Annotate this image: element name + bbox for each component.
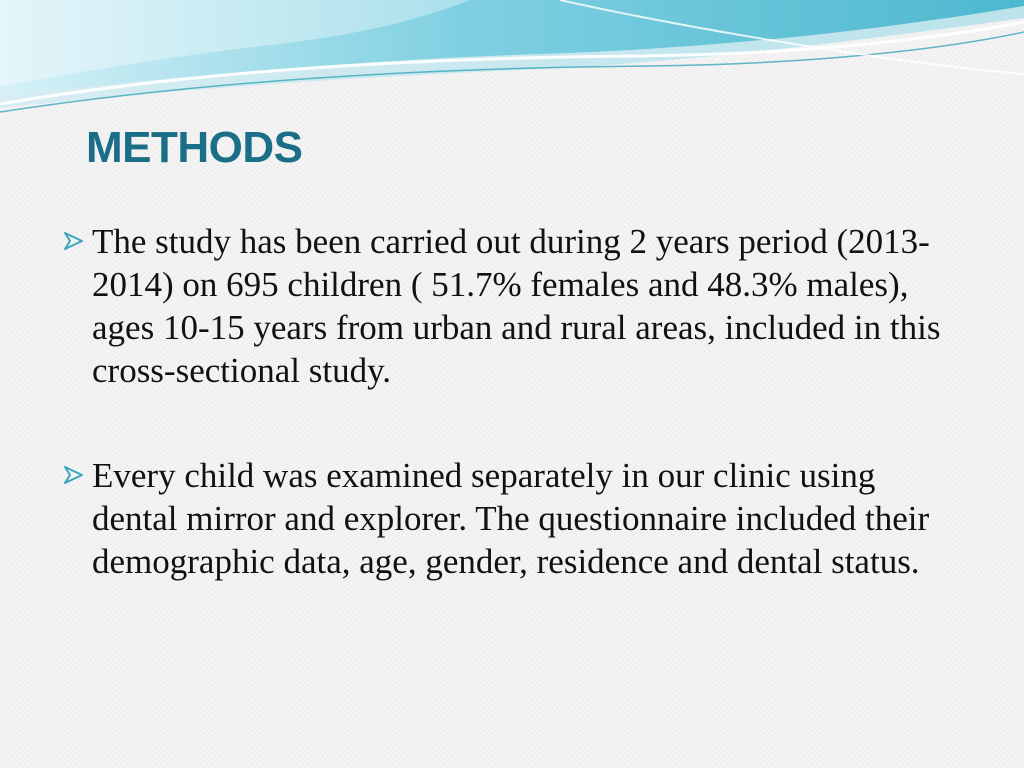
bullet-study-period [62,220,962,392]
bullet-text: Every child was examined separately in our clinic using dental mirror and explorer. The questionnaire included their demographic data, age, gender, residence and dental status. [92,456,930,581]
decorative-wave-header [0,0,1024,130]
bullet-list [62,220,962,583]
arrow-bullet-icon [62,231,86,251]
slide-title: METHODS [86,123,303,172]
bullet-text: The study has been carried out during 2 years period (2013-2014) on 695 children ( 51.7% females and 48.3% males), ages 10-15 years from urban and rural areas, included in this cross-sectional study. [92,222,941,390]
arrow-bullet-icon [62,465,86,485]
bullet-examination [62,454,962,583]
